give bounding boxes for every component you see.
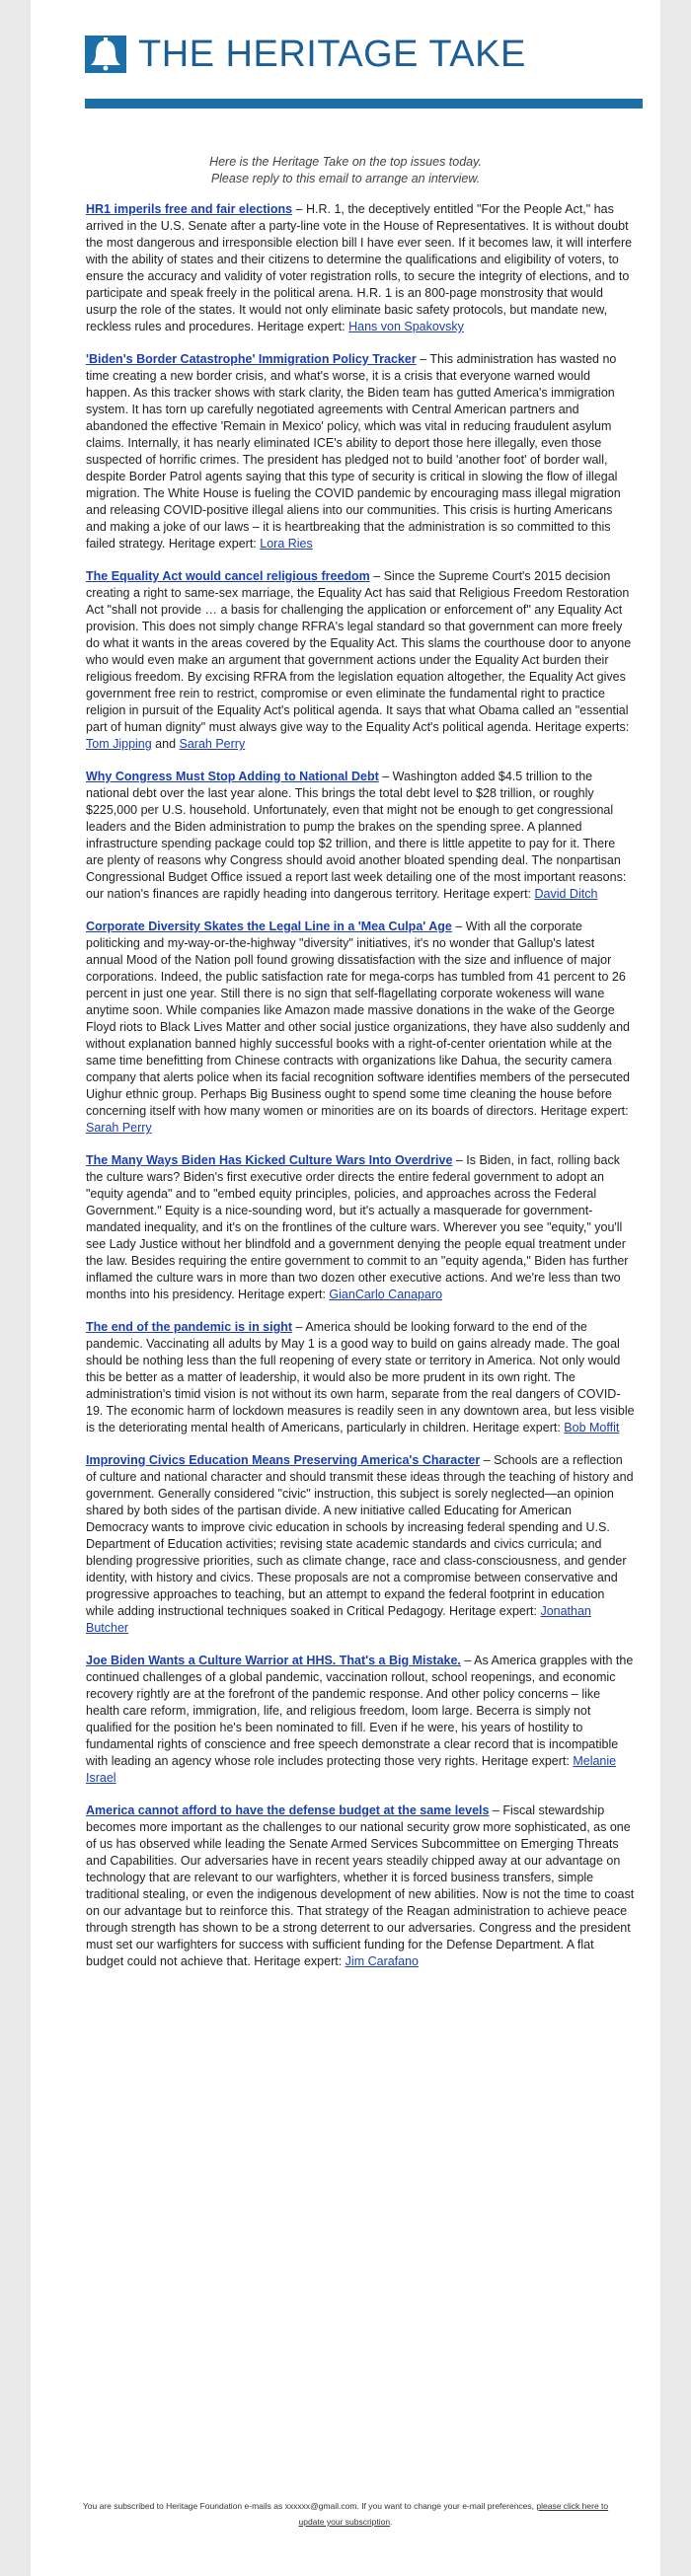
article-item — [86, 1319, 635, 1436]
header-rule — [85, 99, 643, 109]
article-body: – Schools are a reflection of culture and national character and should transmit these ideas through the teaching of history and government. Generally considered "civic" instruction, this subject is sorely neglected—an opinion shared by both sides of the partisan divide. A new initiative called Educating for American Democracy wants to improve civic education in schools by increasing federal spending and U.S. Department of Education activities; revising state academic standards and civics curricula; and blending progressive priorities, such as climate change, race and class-consciousness, and gender identity, with history and civics. These proposals are not a compromise between conservative and progressive approaches to teaching, but an attempt to expand the federal footprint in education while adding instructional techniques soaked in Critical Pedagogy. Heritage expert: — [86, 1453, 634, 1618]
article-body: – Is Biden, in fact, rolling back the culture wars? Biden's first executive order directs the entire federal government to adopt an "equity agenda" and to "embed equity principles, policies, and approaches across the Federal Government." Equity is a nice-sounding word, but it's actually a masquerade for government-mandated inequality, and it's on the frontlines of the culture wars. Wherever you see "equity," you'll see Lady Justice without her blindfold and a government denying the people equal treatment under the law. Besides requiring the entire government to commit to an "equity agenda," Biden has further inflamed the culture wars in more than two dozen other executive actions. And we're less than two months into his presidency. Heritage expert: — [86, 1153, 629, 1301]
article-body: – America should be looking forward to the end of the pandemic. Vaccinating all adults by May 1 is a good way to build on gains already made. The goal should be nothing less than the full reopening of every state or territory in America. Not only would this be better as a matter of leadership, it would also be more prudent in its own right. The administration's timid vision is not without its own harm, separate from the real dangers of COVID-19. The economic harm of lockdown measures is readily seen in any downtown area, but less visible is the deteriorating mental health of Americans, particularly in children. Heritage expert: — [86, 1320, 635, 1435]
article-item — [86, 351, 635, 552]
intro — [31, 154, 660, 187]
article-headline-link[interactable]: Corporate Diversity Skates the Legal Line in a 'Mea Culpa' Age — [86, 920, 452, 933]
article-item — [86, 919, 635, 1137]
article-item — [86, 1452, 635, 1637]
article-item — [86, 568, 635, 753]
article-body: – Fiscal stewardship becomes more important as the challenges to our national security grow more sophisticated, as one of us has observed while leading the Senate Armed Services Subcommittee on Emerging Threats and Capabilities. Our adversaries have in recent years steadily chipped away at our advantage on technology that are relevant to our warfighters, whether it is forced business transfers, simple traditional stealing, or even the indigenous development of new abilities. Now is not the time to coast on our advantage but to reinforce this. That strategy of the Reagan administration to achieve peace through strength has shown to be a strong deterrent to our adversaries. Congress and the president must set our warfighters for success with sufficient funding for the Defense Department. A flat budget could not achieve that. Heritage expert: — [86, 1803, 635, 1968]
article-body: – H.R. 1, the deceptively entitled "For the People Act," has arrived in the U.S. Senate after a party-line vote in the House of Representatives. It is without doubt the most dangerous and irresponsible election bill I have ever seen. If it becomes law, it will interfere with the ability of states and their citizens to determine the qualifications and eligibility of voters, to ensure the accuracy and validity of voter registration rolls, to secure the integrity of elections, and to participate and speak freely in the political arena. H.R. 1 is an 800-page monstrosity that would usurp the role of the states. It would not only eliminate basic safety protocols, but mandate new, reckless rules and procedures. Heritage expert: — [86, 202, 633, 333]
article-item — [86, 769, 635, 903]
article-headline-link[interactable]: The Equality Act would cancel religious freedom — [86, 569, 370, 583]
footer-text: You are subscribed to Heritage Foundation e-mails as xxxxxx@gmail.com. If you want to change your e-mail preferences, — [82, 2501, 537, 2511]
liberty-bell-icon — [85, 36, 126, 73]
article-headline-link[interactable]: 'Biden's Border Catastrophe' Immigration Policy Tracker — [86, 352, 417, 366]
logo[interactable] — [85, 36, 526, 73]
intro-line: Here is the Heritage Take on the top issues today. — [209, 155, 482, 169]
email-container — [31, 0, 660, 2576]
expert-link[interactable]: Bob Moffit — [564, 1421, 620, 1435]
expert-link[interactable]: Lora Ries — [260, 537, 313, 551]
article-body: – Since the Supreme Court's 2015 decision creating a right to same-sex marriage, the Equality Act has said that Religious Freedom Restoration Act "shall not provide … a basis for challenging the application or enforcement of" any Equality Act provision. This does not simply change RFRA's legal standard so that government can more freely do what it wants in the areas covered by the Equality Act. This slams the courthouse door to anyone who would even make an argument that government actions under the Equality Act burden their religious freedom. By excising RFRA from the legislation equation altogether, the Equality Act gives government free rein to restrict, compromise or even eliminate the fundamental right to practice religion in pursuit of the Equality Act's political agenda. It says that what Obama called an "essential part of human dignity" must always give way to the Equality Act's political agenda. Heritage experts: — [86, 569, 632, 734]
expert-link[interactable]: Hans von Spakovsky — [348, 320, 464, 333]
expert-link[interactable]: Jonathan Butcher — [86, 1604, 591, 1635]
article-headline-link[interactable]: Improving Civics Education Means Preserving America's Character — [86, 1453, 481, 1467]
article-item — [86, 1803, 635, 1970]
article-headline-link[interactable]: HR1 imperils free and fair elections — [86, 202, 293, 216]
article-body: – Washington added $4.5 trillion to the national debt over the last year alone. This brings the total debt level to $28 trillion, or roughly $225,000 per U.S. household. Unfortunately, even that might not be enough to get congressional leaders and the Biden administration to pump the brakes on the spending spree. A planned infrastructure spending package could top $2 trillion, and there is little appetite to pay for it. There are plenty of reasons why Congress should avoid another bloated spending deal. The nonpartisan Congressional Budget Office issued a report last week detailing one of the most important reasons: our nation's finances are rapidly heading into dangerous territory. Heritage expert: — [86, 770, 627, 901]
article-body: – This administration has wasted no time creating a new border crisis, and what's worse, it is a crisis that everyone warned would happen. As this tracker shows with stark clarity, the Biden team has gutted America's immigration system. It has torn up carefully negotiated agreements with Central American partners and abandoned the effective 'Remain in Mexico' policy, which was vital in reducing fraudulent asylum claims. Internally, it has nearly eliminated ICE's ability to deport those here illegally, even those suspected of horrific crimes. The president has pledged not to build 'another foot' of border wall, despite Border Patrol agents saying that this type of security is critical in slowing the flow of illegal migration. The White House is fueling the COVID pandemic by encouraging mass illegal migration and releasing COVID-positive illegal aliens into our communities. This crisis is hurting Americans and making a joke of our laws – it is heartbreaking that the administration is so committed to this failed strategy. Heritage expert: — [86, 352, 621, 551]
article-item — [86, 1152, 635, 1303]
article-headline-link[interactable]: America cannot afford to have the defense budget at the same levels — [86, 1803, 490, 1817]
expert-link[interactable]: Jim Carafano — [345, 1954, 420, 1968]
article-list — [31, 187, 660, 1970]
expert-link[interactable]: Sarah Perry — [86, 1121, 152, 1135]
footer-suffix: . — [390, 2517, 393, 2527]
article-body: – As America grapples with the continued challenges of a global pandemic, vaccination rollout, school reopenings, and economic recovery rightly are at the forefront of the pandemic response. And other policy concerns – like health care reform, immigration, life, and religious freedom, loom large. Becerra is simply not qualified for the position he's been nominated to fill. Even if he were, his years of hostility to fundamental rights of conscience and free speech demonstrate a clear record that is incompatible with leading an agency whose role includes protecting those very rights. Heritage expert: — [86, 1654, 634, 1768]
expert-link[interactable]: Tom Jipping — [86, 737, 152, 751]
update-subscription-link[interactable]: please click here to update your subscription — [298, 2501, 609, 2527]
footer — [31, 2498, 660, 2530]
article-item — [86, 201, 635, 335]
expert-link[interactable]: David Ditch — [534, 887, 598, 901]
expert-link[interactable]: GianCarlo Canaparo — [329, 1288, 443, 1301]
article-item — [86, 1653, 635, 1787]
article-headline-link[interactable]: The Many Ways Biden Has Kicked Culture Wars Into Overdrive — [86, 1153, 453, 1167]
article-headline-link[interactable]: The end of the pandemic is in sight — [86, 1320, 293, 1334]
expert-link[interactable]: Melanie Israel — [86, 1754, 617, 1785]
article-headline-link[interactable]: Joe Biden Wants a Culture Warrior at HHS. That's a Big Mistake. — [86, 1654, 461, 1667]
brand-title: THE HERITAGE TAKE — [138, 34, 526, 75]
article-headline-link[interactable]: Why Congress Must Stop Adding to National Debt — [86, 770, 379, 783]
expert-separator: and — [151, 737, 180, 751]
article-body: – With all the corporate politicking and my-way-or-the-highway "diversity" initiatives, it's no wonder that Gallup's latest annual Mood of the Nation poll found growing dissatisfaction with the size and influence of major corporations. Indeed, the public satisfaction rate for mega-corps has tumbled from 41 percent to 26 percent in just one year. Still there is no sign that self-flagellating corporate wokeness will wane anytime soon. While companies like Amazon made massive donations in the wake of the George Floyd riots to Black Lives Matter and other social justice organizations, they have also suddenly and without explanation banned highly successful books with a right-of-center orientation while at the same time benefitting from Chinese contracts with organizations like Dahua, the security camera company that alerts police when its facial recognition software identifies members of the persecuted Uighur ethnic group. Perhaps Big Business ought to spend some time cleaning the house before concerning itself with how many women or minorities are on its boards of directors. Heritage expert: — [86, 920, 630, 1118]
header — [31, 0, 660, 97]
expert-link[interactable]: Sarah Perry — [179, 737, 246, 751]
intro-line: Please reply to this email to arrange an interview. — [210, 172, 481, 185]
